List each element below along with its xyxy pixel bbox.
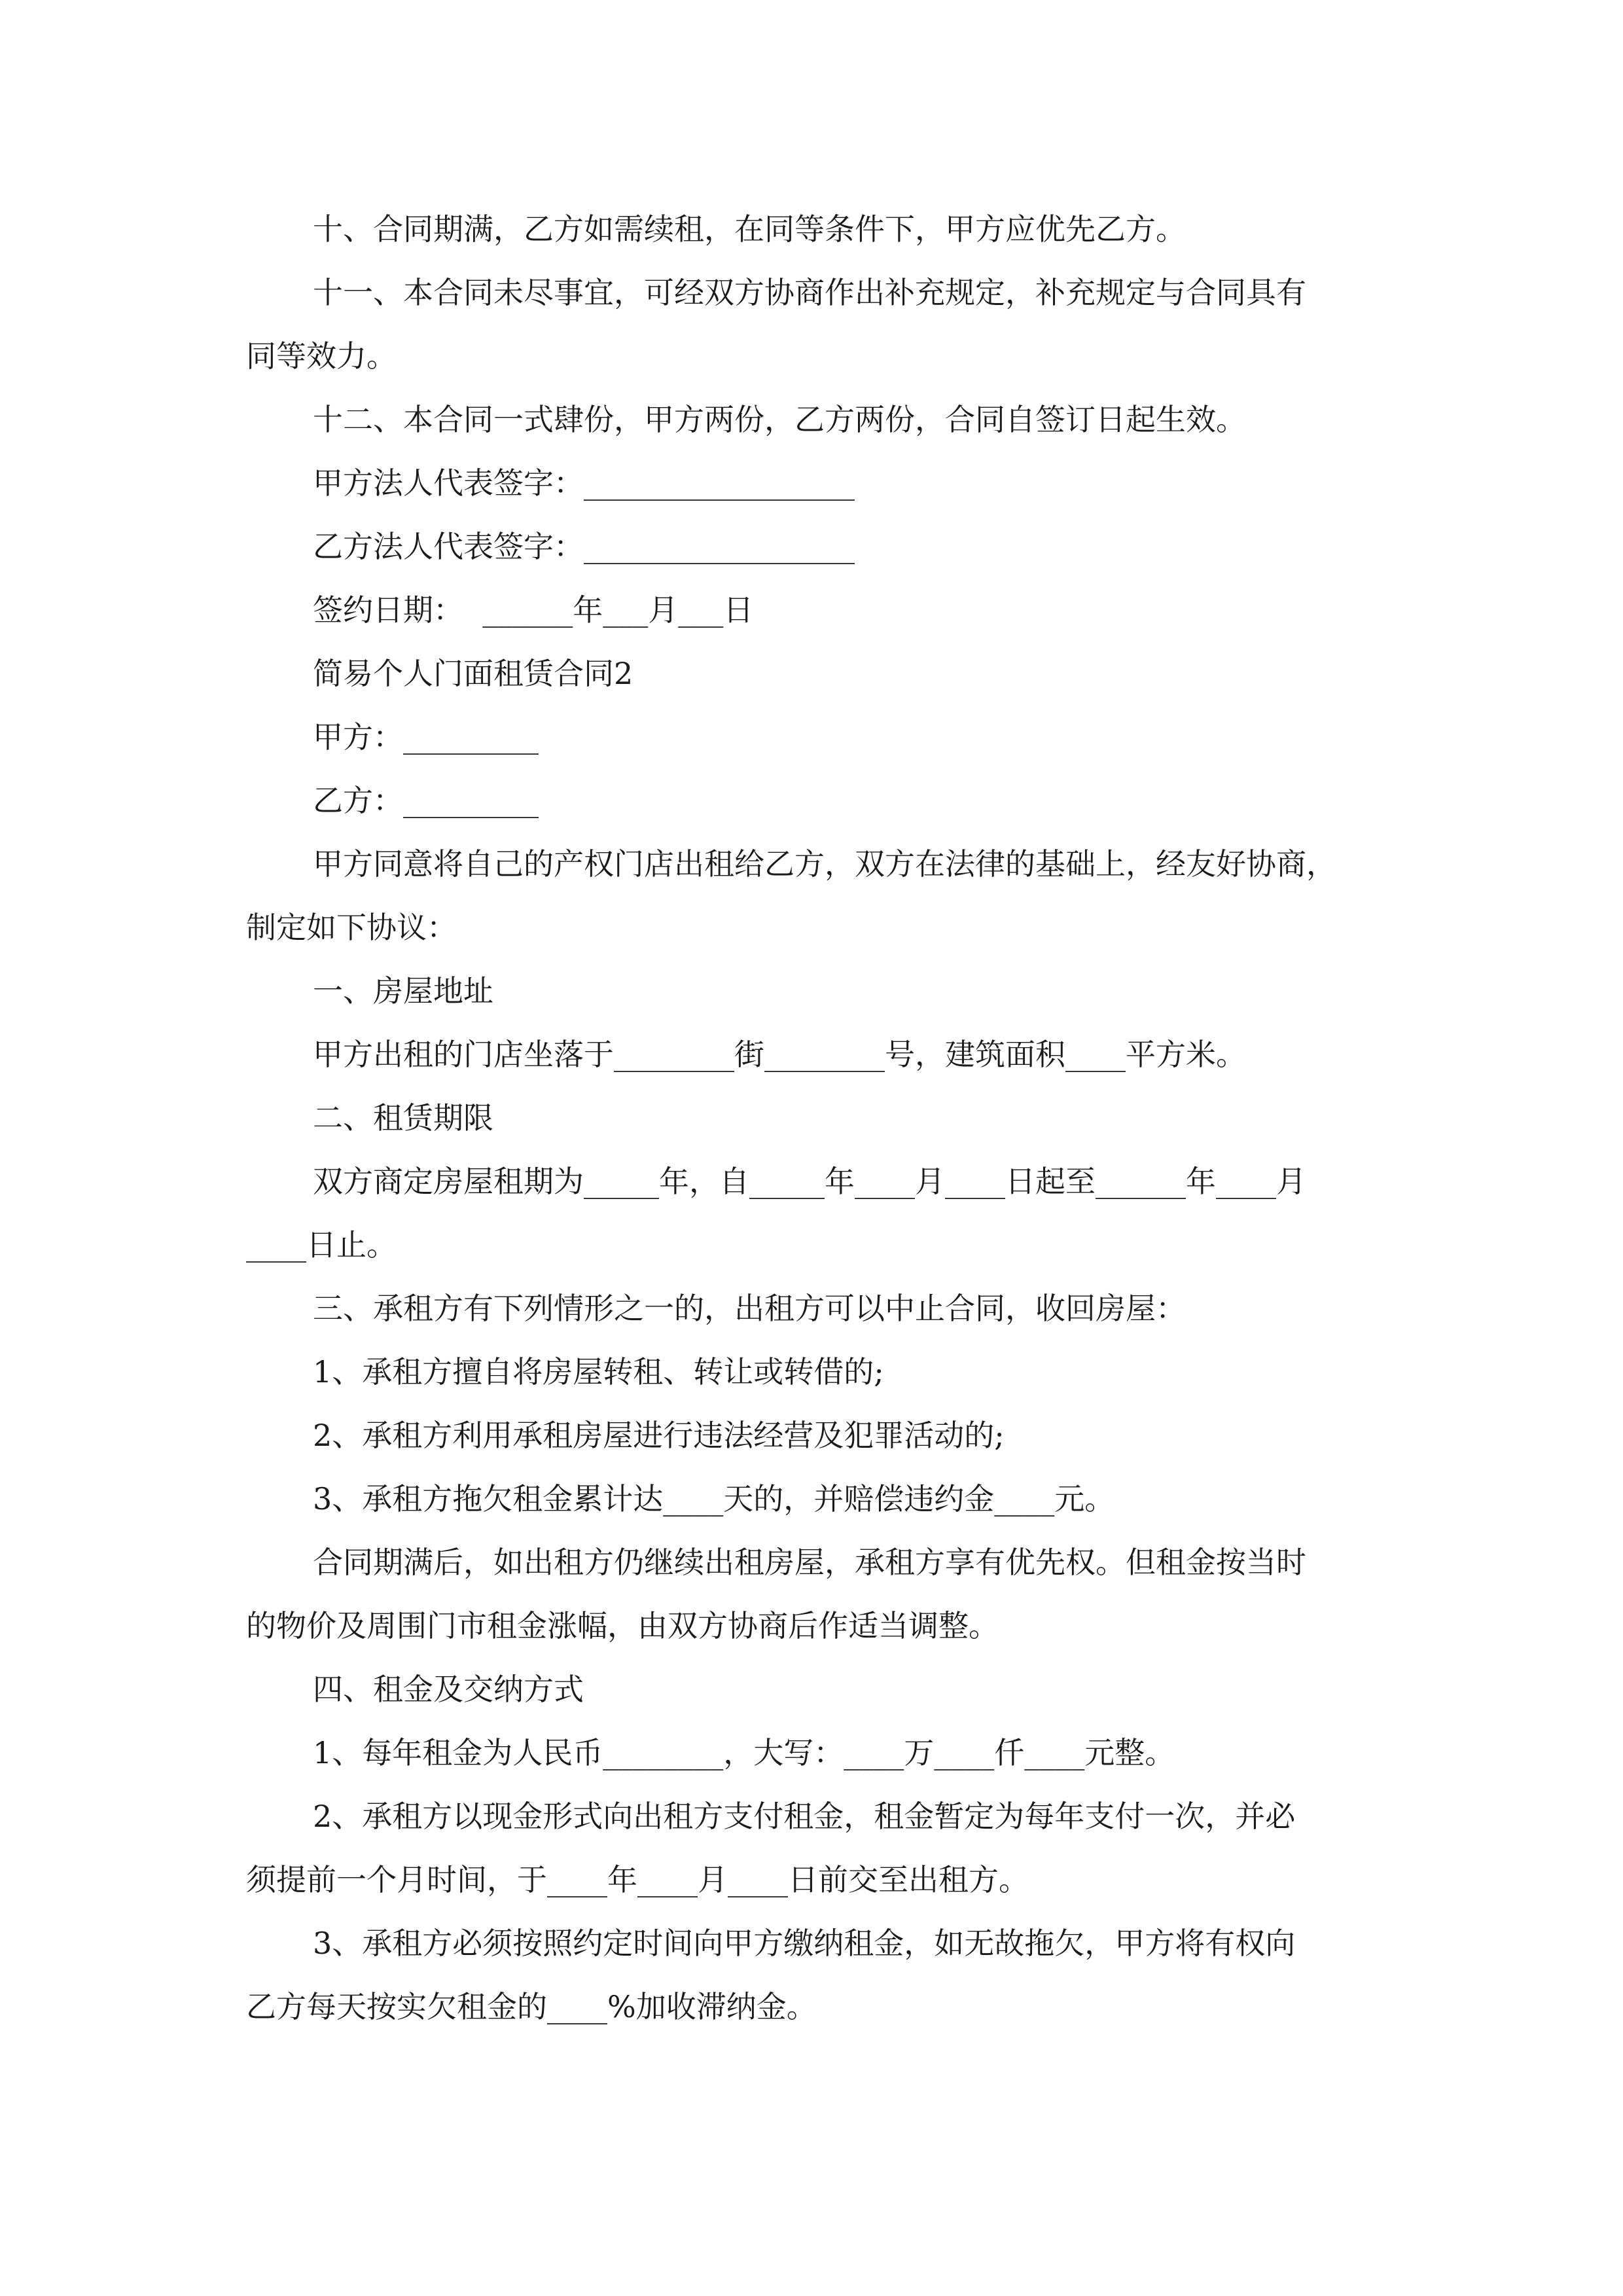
document-page: 十、合同期满，乙方如需续租，在同等条件下，甲方应优先乙方。 十一、本合同未尽事宜，可经双方协商作出补充规定，补充规定与合同具有 同等效力。 十二、本合同一式肆份，甲方两份，乙方两份，合同自签订日起生效。 甲方法人代表签字：__________________ 乙方法人代表签字：__________________ 签约日期： ______年___月___日 简易个人门面租赁合同2 甲方：_________ 乙方：_________ 甲方同意将自己的产权门店出租给乙方，双方在法律的基础上，经友好协商， 制定如下协议： 一、房屋地址 甲方出租的门店坐落于________街________号，建筑面积____平方米。 二、租赁期限 双方商定房屋租期为_____年，自_____年____月____日起至______年____月 ____日止。 三、承租方有下列情形之一的，出租方可以中止合同，收回房屋： 1、承租方擅自将房屋转租、转让或转借的; 2、承租方利用承租房屋进行违法经营及犯罪活动的; 3、承租方拖欠租金累计达____天的，并赔偿违约金____元。 合同期满后，如出租方仍继续出租房屋，承租方享有优先权。但租金按当时 的物价及周围门市租金涨幅，由双方协商后作适当调整。 四、租金及交纳方式 1、每年租金为人民币________，大写：____万____仟____元整。 2、承租方以现金形式向出租方支付租金，租金暂定为每年支付一次，并必 须提前一个月时间，于____年____月____日前交至出租方。 3、承租方必须按照约定时间向甲方缴纳租金，如无故拖欠，甲方将有权向 乙方每天按实欠租金的____%加收滞纳金。 (246, 211, 1336, 2024)
